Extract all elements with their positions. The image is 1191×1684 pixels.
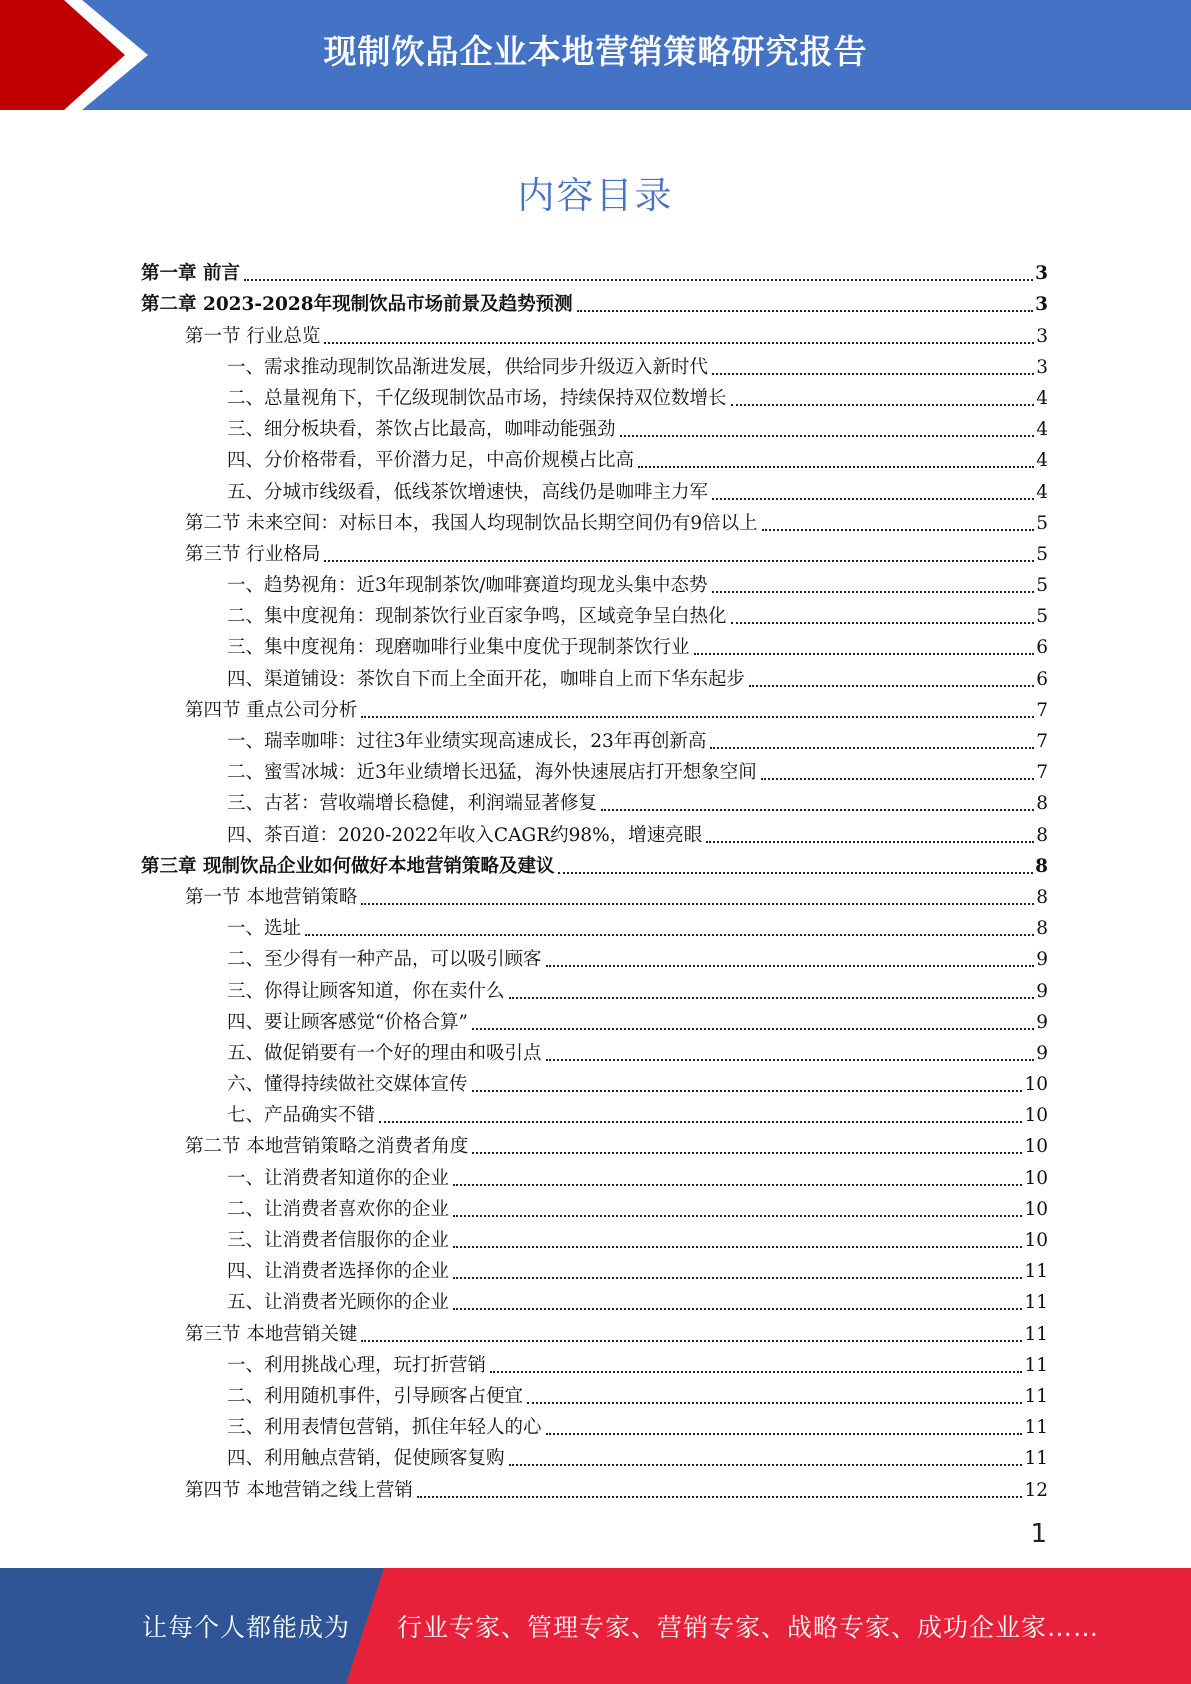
toc-entry-title: 四、利用触点营销，促使顾客复购: [227, 1448, 505, 1470]
toc-entry[interactable]: [141, 1408, 1048, 1439]
toc-entry[interactable]: [141, 1221, 1048, 1252]
toc-entry-page: 11: [1024, 1385, 1048, 1407]
toc-entry[interactable]: [141, 1065, 1048, 1096]
toc-entry-page: 4: [1036, 450, 1048, 472]
toc-leader-dots: [577, 309, 1034, 312]
toc-entry[interactable]: [141, 753, 1048, 784]
toc-entry-page: 5: [1036, 512, 1048, 534]
toc-entry[interactable]: [141, 1034, 1048, 1065]
toc-entry-title: 五、做促销要有一个好的理由和吸引点: [227, 1042, 542, 1064]
toc-leader-dots: [638, 465, 1034, 468]
toc-leader-dots: [453, 1214, 1022, 1217]
toc-leader-dots: [453, 1183, 1022, 1186]
toc-entry-title: 第三节 行业格局: [185, 543, 321, 565]
toc-leader-dots: [731, 621, 1035, 624]
toc-entry[interactable]: [141, 1283, 1048, 1314]
toc-entry-title: 四、分价格带看，平价潜力足，中高价规模占比高: [227, 450, 635, 472]
toc-entry-title: 一、选址: [227, 918, 302, 940]
toc-entry-page: 8: [1036, 793, 1048, 815]
toc-entry-title: 六、懂得持续做社交媒体宣传: [227, 1074, 468, 1096]
toc-entry[interactable]: [141, 441, 1048, 472]
toc-entry-title: 三、古茗：营收端增长稳健，利润端显著修复: [227, 793, 598, 815]
toc-entry[interactable]: [141, 1252, 1048, 1283]
toc-entry-page: 10: [1024, 1198, 1048, 1220]
page-footer: [0, 1568, 1191, 1684]
toc-title: 内容目录: [517, 174, 674, 217]
toc-entry-title: 二、至少得有一种产品，可以吸引顾客: [227, 949, 542, 971]
toc-entry-title: 二、集中度视角：现制茶饮行业百家争鸣，区域竞争呈白热化: [227, 606, 727, 628]
toc-leader-dots: [361, 1339, 1022, 1342]
toc-leader-dots: [706, 840, 1034, 843]
footer-slogan-left: 让每个人都能成为: [142, 1613, 351, 1642]
toc-entry[interactable]: [141, 659, 1048, 690]
toc-leader-dots: [453, 1307, 1022, 1310]
toc-leader-dots: [361, 715, 1034, 718]
toc-entry-page: 7: [1036, 731, 1048, 752]
toc-entry[interactable]: [141, 878, 1048, 909]
toc-entry-page: 11: [1024, 1261, 1048, 1283]
toc-entry-page: 10: [1024, 1105, 1048, 1127]
toc-entry-page: 6: [1036, 668, 1048, 690]
toc-leader-dots: [546, 1058, 1035, 1061]
toc-entry[interactable]: [141, 628, 1048, 659]
toc-leader-dots: [761, 777, 1034, 780]
toc-leader-dots: [305, 933, 1034, 936]
toc-entry[interactable]: [141, 1439, 1048, 1470]
toc-entry-title: 第二节 未来空间：对标日本，我国人均现制饮品长期空间仍有9倍以上: [185, 512, 758, 534]
toc-entry-page: 6: [1036, 637, 1048, 659]
toc-leader-dots: [244, 278, 1033, 281]
toc-entry-page: 3: [1036, 325, 1048, 347]
toc-entry-page: 3: [1036, 356, 1048, 378]
toc-entry-title: 二、蜜雪冰城：近3年业绩增长迅猛，海外快速展店打开想象空间: [227, 762, 757, 784]
toc-entry-page: 11: [1024, 1323, 1048, 1345]
toc-entry-page: 12: [1024, 1479, 1048, 1501]
toc-entry-page: 9: [1036, 949, 1048, 971]
toc-entry-page: 5: [1036, 606, 1048, 628]
toc-entry-title: 三、集中度视角：现磨咖啡行业集中度优于现制茶饮行业: [227, 637, 690, 659]
toc-entry-page: 11: [1024, 1417, 1048, 1439]
toc-entry-page: 8: [1035, 855, 1048, 877]
toc-entry[interactable]: [141, 1096, 1048, 1127]
table-of-contents: [141, 254, 1048, 1502]
toc-entry-page: 11: [1024, 1292, 1048, 1314]
toc-entry-page: 10: [1024, 1074, 1048, 1096]
toc-leader-dots: [710, 746, 1034, 749]
toc-entry-title: 第一节 行业总览: [185, 325, 321, 347]
toc-leader-dots: [453, 1276, 1022, 1279]
toc-leader-dots: [731, 403, 1035, 406]
toc-leader-dots: [712, 590, 1035, 593]
toc-entry-title: 二、让消费者喜欢你的企业: [227, 1198, 450, 1220]
toc-leader-dots: [762, 528, 1035, 531]
toc-leader-dots: [546, 1432, 1023, 1435]
toc-entry[interactable]: [141, 1377, 1048, 1408]
toc-entry-page: 3: [1035, 294, 1048, 316]
toc-entry-title: 第一章 前言: [141, 263, 240, 285]
toc-leader-dots: [601, 808, 1034, 811]
toc-leader-dots: [712, 497, 1034, 500]
toc-entry-title: 五、让消费者光顾你的企业: [227, 1292, 450, 1314]
toc-leader-dots: [620, 434, 1035, 437]
toc-entry-title: 三、细分板块看，茶饮占比最高，咖啡动能强劲: [227, 419, 616, 441]
toc-entry-page: 4: [1036, 387, 1048, 409]
toc-entry-title: 五、分城市线级看，低线茶饮增速快，高线仍是咖啡主力军: [227, 481, 709, 503]
toc-entry[interactable]: [141, 379, 1048, 410]
toc-entry-page: 4: [1036, 481, 1048, 503]
toc-entry[interactable]: [141, 1003, 1048, 1034]
toc-leader-dots: [694, 652, 1035, 655]
toc-entry-title: 一、趋势视角：近3年现制茶饮/咖啡赛道均现龙头集中态势: [227, 575, 708, 597]
toc-entry-title: 四、让消费者选择你的企业: [227, 1261, 450, 1283]
toc-entry[interactable]: [141, 847, 1048, 878]
toc-entry-page: 7: [1036, 699, 1048, 721]
toc-entry-title: 二、利用随机事件，引导顾客占便宜: [227, 1385, 524, 1407]
toc-entry-title: 第四节 重点公司分析: [185, 699, 358, 721]
toc-entry-page: 9: [1036, 980, 1048, 1002]
toc-entry[interactable]: [141, 1190, 1048, 1221]
toc-entry[interactable]: [141, 1346, 1048, 1377]
toc-leader-dots: [558, 871, 1033, 874]
toc-entry-title: 七、产品确实不错: [227, 1105, 376, 1127]
toc-entry-page: 11: [1024, 1448, 1048, 1470]
toc-entry-title: 四、渠道铺设：茶饮自下而上全面开花，咖啡自上而下华东起步: [227, 668, 746, 690]
toc-entry-title: 三、利用表情包营销，抓住年轻人的心: [227, 1417, 542, 1439]
toc-entry-page: 5: [1036, 575, 1048, 597]
toc-leader-dots: [324, 559, 1034, 562]
toc-entry-page: 9: [1036, 1042, 1048, 1064]
toc-leader-dots: [417, 1495, 1023, 1498]
toc-leader-dots: [472, 1027, 1034, 1030]
toc-entry[interactable]: [141, 722, 1048, 753]
toc-entry[interactable]: [141, 691, 1048, 722]
toc-entry[interactable]: [141, 566, 1048, 597]
toc-leader-dots: [527, 1401, 1022, 1404]
toc-entry-page: 5: [1036, 543, 1048, 565]
toc-entry-title: 第二节 本地营销策略之消费者角度: [185, 1136, 469, 1158]
toc-entry-page: 10: [1024, 1230, 1048, 1251]
toc-leader-dots: [379, 1120, 1022, 1123]
toc-leader-dots: [472, 1151, 1022, 1154]
toc-entry-page: 3: [1035, 263, 1048, 285]
toc-entry[interactable]: [141, 1127, 1048, 1158]
toc-entry[interactable]: [141, 535, 1048, 566]
toc-entry-title: 一、瑞幸咖啡：过往3年业绩实现高速成长，23年再创新高: [227, 731, 707, 752]
toc-leader-dots: [490, 1370, 1022, 1373]
toc-entry[interactable]: [141, 971, 1048, 1002]
toc-entry[interactable]: [141, 940, 1048, 971]
toc-entry-title: 一、让消费者知道你的企业: [227, 1167, 450, 1189]
toc-entry-page: 7: [1036, 762, 1048, 784]
toc-entry-title: 第一节 本地营销策略: [185, 886, 358, 908]
toc-entry-title: 三、让消费者信服你的企业: [227, 1230, 450, 1251]
toc-leader-dots: [509, 1463, 1023, 1466]
toc-entry[interactable]: [141, 472, 1048, 503]
toc-entry[interactable]: [141, 316, 1048, 347]
toc-entry-page: 8: [1036, 886, 1048, 908]
toc-entry[interactable]: [141, 285, 1048, 316]
toc-leader-dots: [749, 684, 1034, 687]
page-number: 1: [1030, 1519, 1047, 1549]
toc-entry[interactable]: [141, 1470, 1048, 1501]
footer-slogan-right: 行业专家、管理专家、营销专家、战略专家、成功企业家……: [397, 1613, 1100, 1642]
toc-leader-dots: [509, 996, 1035, 999]
toc-entry-title: 第二章 2023-2028年现制饮品市场前景及趋势预测: [141, 294, 573, 316]
toc-entry[interactable]: [141, 1314, 1048, 1345]
toc-entry-title: 第三章 现制饮品企业如何做好本地营销策略及建议: [141, 855, 555, 877]
toc-entry-page: 4: [1036, 419, 1048, 441]
report-title: 现制饮品企业本地营销策略研究报告: [323, 31, 868, 71]
toc-entry[interactable]: [141, 597, 1048, 628]
toc-leader-dots: [361, 902, 1034, 905]
toc-entry-title: 一、利用挑战心理，玩打折营销: [227, 1354, 487, 1376]
toc-entry-title: 第四节 本地营销之线上营销: [185, 1479, 413, 1501]
toc-entry[interactable]: [141, 254, 1048, 285]
toc-entry-title: 四、要让顾客感觉“价格合算”: [227, 1011, 468, 1033]
toc-entry-page: 11: [1024, 1354, 1048, 1376]
toc-entry-page: 9: [1036, 1011, 1048, 1033]
toc-entry-page: 8: [1036, 824, 1048, 846]
page-header: [0, 0, 1191, 110]
toc-leader-dots: [712, 372, 1034, 375]
toc-leader-dots: [324, 341, 1034, 344]
toc-entry[interactable]: [141, 1158, 1048, 1189]
toc-entry[interactable]: [141, 784, 1048, 815]
toc-entry-page: 10: [1024, 1167, 1048, 1189]
toc-entry[interactable]: [141, 410, 1048, 441]
toc-leader-dots: [453, 1245, 1022, 1248]
toc-entry-title: 第三节 本地营销关键: [185, 1323, 358, 1345]
toc-entry-title: 四、茶百道：2020-2022年收入CAGR约98%，增速亮眼: [227, 824, 703, 846]
toc-entry[interactable]: [141, 815, 1048, 846]
toc-entry[interactable]: [141, 909, 1048, 940]
toc-entry[interactable]: [141, 348, 1048, 379]
toc-entry-page: 8: [1036, 918, 1048, 940]
toc-entry-title: 一、需求推动现制饮品渐进发展，供给同步升级迈入新时代: [227, 356, 709, 378]
toc-entry-title: 二、总量视角下，千亿级现制饮品市场，持续保持双位数增长: [227, 387, 727, 409]
toc-entry[interactable]: [141, 504, 1048, 535]
toc-leader-dots: [472, 1089, 1023, 1092]
toc-entry-title: 三、你得让顾客知道，你在卖什么: [227, 980, 505, 1002]
toc-entry-page: 10: [1024, 1136, 1048, 1158]
toc-leader-dots: [546, 964, 1035, 967]
